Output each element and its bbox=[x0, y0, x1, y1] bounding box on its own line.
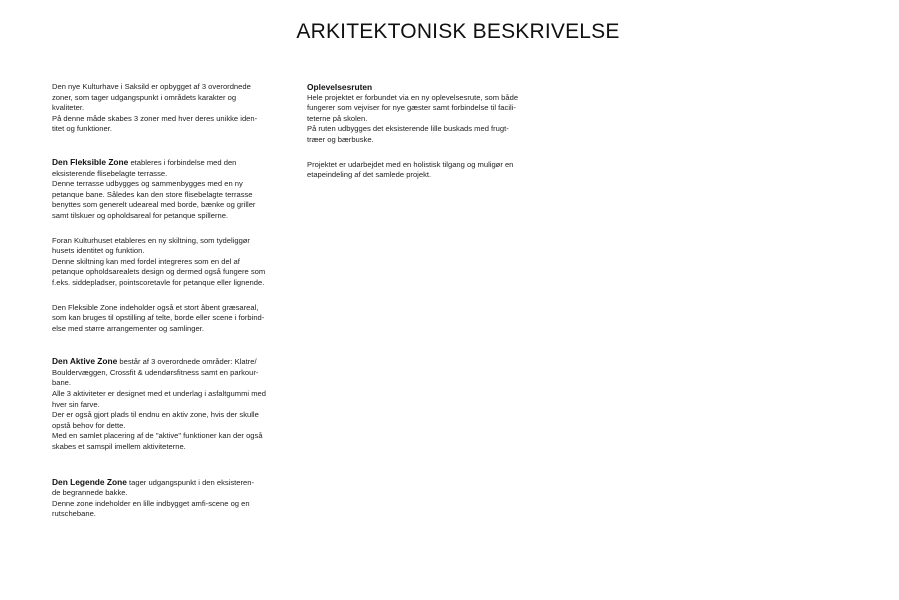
text-line: samt tilskuer og opholdsareal for petanque spillerne. bbox=[52, 210, 229, 220]
text-line: husets identitet og funktion. bbox=[52, 246, 145, 256]
text-line: zoner, som tager udgangspunkt i områdets karakter og bbox=[52, 92, 237, 102]
text-line: Denne terrasse udbygges og sammenbygges med en ny bbox=[52, 179, 243, 189]
text-line: kvaliteter. bbox=[52, 103, 85, 113]
section-heading: Oplevelsesruten bbox=[307, 82, 373, 92]
graesareal-paragraph bbox=[52, 303, 282, 335]
oplevelsesruten-paragraph bbox=[307, 82, 537, 146]
text-line: På ruten udbygges det eksisterende lille buskads med frugt- bbox=[307, 124, 509, 134]
text-line: rutschebane. bbox=[52, 509, 96, 519]
text-line: titet og funktioner. bbox=[52, 124, 112, 134]
text-fragment: tager udgangspunkt i den eksisteren- bbox=[126, 477, 254, 487]
text-line: petanque bane. Således kan den store flisebelagte terrasse bbox=[52, 189, 253, 199]
text-line: Foran Kulturhuset etableres en ny skiltning, som tydeliggør bbox=[52, 235, 250, 245]
text-line: På denne måde skabes 3 zoner med hver deres unikke iden- bbox=[52, 113, 258, 123]
text-line: else med større arrangementer og samlinger. bbox=[52, 323, 204, 333]
aktive-zone-paragraph bbox=[52, 356, 282, 452]
text-line: Alle 3 aktiviteter er designet med et underlag i asfaltgummi med bbox=[52, 389, 266, 399]
text-line bbox=[52, 477, 282, 489]
text-line: Med en samlet placering af de "aktive" funktioner kan der også bbox=[52, 431, 263, 441]
text-line: petanque opholdsarealets design og dermed også fungere som bbox=[52, 267, 266, 277]
text-line: hver sin farve. bbox=[52, 399, 100, 409]
text-line: som kan bruges til opstilling af telte, borde eller scene i forbind- bbox=[52, 313, 265, 323]
section-heading: Den Legende Zone bbox=[52, 476, 127, 487]
text-fragment: består af 3 overordnede områder: Klatre/ bbox=[117, 357, 257, 367]
text-line: benyttes som generelt udeareal med borde, bænke og griller bbox=[52, 200, 256, 210]
text-line: Den nye Kulturhave i Saksild er opbygget af 3 overordnede bbox=[52, 82, 251, 91]
text-line: de begrannede bakke. bbox=[52, 488, 128, 498]
text-fragment: etableres i forbindelse med den bbox=[128, 157, 237, 167]
text-line: Bouldervæggen, Crossfit & udendørsfitness samt en parkour- bbox=[52, 367, 259, 377]
text-line: opstå behov for dette. bbox=[52, 420, 126, 430]
text-line: fungerer som vejviser for nye gæster samt forbindelse til facili- bbox=[307, 103, 516, 113]
text-line bbox=[52, 356, 282, 368]
intro-paragraph bbox=[52, 82, 282, 135]
text-line: etapeindeling af det samlede projekt. bbox=[307, 170, 432, 180]
text-line: Denne zone indeholder en lille indbygget amfi-scene og en bbox=[52, 498, 250, 508]
projekt-paragraph bbox=[307, 160, 537, 181]
left-text-column bbox=[52, 82, 282, 532]
text-line: Der er også gjort plads til endnu en aktiv zone, hvis der skulle bbox=[52, 410, 259, 420]
text-line bbox=[52, 157, 282, 169]
text-line: bane. bbox=[52, 378, 72, 388]
section-heading: Den Aktive Zone bbox=[52, 356, 118, 367]
right-text-column bbox=[307, 82, 537, 193]
legende-zone-paragraph bbox=[52, 477, 282, 520]
text-line: Den Fleksible Zone indeholder også et stort åbent græsareal, bbox=[52, 302, 259, 312]
page-title: ARKITEKTONISK BESKRIVELSE bbox=[296, 20, 620, 43]
skiltning-paragraph bbox=[52, 236, 282, 289]
text-line: eksisterende flisebelagte terrasse. bbox=[52, 168, 168, 178]
section-heading: Den Fleksible Zone bbox=[52, 156, 129, 167]
text-line: Denne skiltning kan med fordel integreres som en del af bbox=[52, 256, 240, 266]
text-line: skabes et samspil imellem aktiviteterne. bbox=[52, 442, 186, 452]
text-line: Projektet er udarbejdet med en holistisk tilgang og muligør en bbox=[307, 159, 514, 169]
text-line: teterne på skolen. bbox=[307, 113, 368, 123]
text-line: træer og bærbuske. bbox=[307, 134, 374, 144]
fleksible-zone-paragraph bbox=[52, 157, 282, 222]
text-line: f.eks. siddepladser, pointscoretavle for petanque eller lignende. bbox=[52, 277, 265, 287]
text-line: Hele projektet er forbundet via en ny oplevelsesrute, som både bbox=[307, 92, 519, 102]
